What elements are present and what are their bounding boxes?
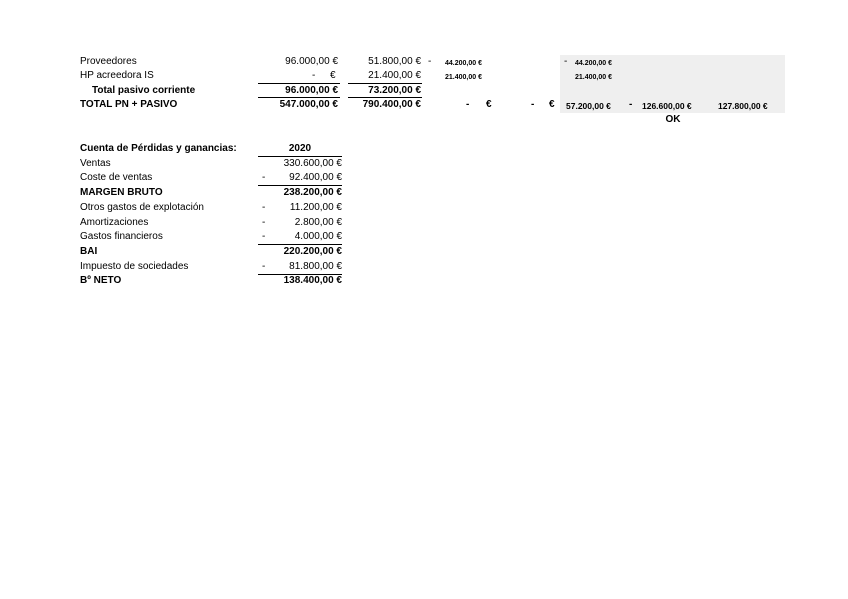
border-above-total-pn-c1 [258,97,340,98]
pyg-value-beneficio-neto: 138.400,00 € [283,275,342,286]
pyg-dash-impuesto-sociedades: - [262,261,266,272]
pyg-label-ventas: Ventas [80,158,111,169]
cell-total-pn-c1: 547.000,00 € [279,99,338,110]
pyg-label-coste-ventas: Coste de ventas [80,172,153,183]
pyg-label-beneficio-neto: Bº NETO [80,275,122,286]
pyg-dash-coste-ventas: - [262,172,266,183]
cell-total-pasivo-c1: 96.000,00 € [285,85,338,96]
cell-hp-c4: 21.400,00 € [575,74,612,81]
cell-proveedores-c3: 44.200,00 € [445,60,482,67]
cell-total-pasivo-c2: 73.200,00 € [368,85,421,96]
cell-hp-c2: 21.400,00 € [368,70,421,81]
cell-total-pn-c2: 790.400,00 € [362,99,421,110]
row-label-total-pasivo-corriente: Total pasivo corriente [92,85,196,96]
cell-hp-c1-dash: - [312,70,316,81]
row-label-total-pn-pasivo: TOTAL PN + PASIVO [80,99,178,110]
pyg-year: 2020 [288,143,312,154]
pyg-value-bai: 220.200,00 € [283,246,342,257]
cell-total-pn-dash5: - [629,99,633,110]
cell-total-pn-dash3: - [466,99,470,110]
border-below-year [258,156,342,157]
pyg-label-bai: BAI [80,246,98,257]
border-above-total-pn-c2 [348,97,422,98]
pyg-value-margen-bruto: 238.200,00 € [283,187,342,198]
pyg-value-ventas: 330.600,00 € [283,158,342,169]
pyg-value-otros-gastos: 11.200,00 € [289,202,342,213]
border-above-total-pasivo-c2 [348,83,422,84]
pyg-value-impuesto-sociedades: 81.800,00 € [289,261,342,272]
cell-hp-c3: 21.400,00 € [445,74,482,81]
pyg-dash-gastos-financieros: - [262,231,266,242]
pyg-label-margen-bruto: MARGEN BRUTO [80,187,163,198]
pyg-value-gastos-financieros: 4.000,00 € [294,231,342,242]
cell-hp-c1-euro: € [330,70,336,81]
cell-proveedores-dash2: - [564,56,568,67]
pyg-value-amortizaciones: 2.800,00 € [294,217,342,228]
border-above-total-pasivo-c1 [258,83,340,84]
cell-proveedores-c2: 51.800,00 € [368,56,421,67]
cell-total-pn-c5: 57.200,00 € [566,101,611,111]
pyg-value-coste-ventas: 92.400,00 € [289,172,342,183]
cell-total-pn-euro4: € [549,99,555,110]
pyg-label-gastos-financieros: Gastos financieros [80,231,163,242]
cell-total-pn-c7: 127.800,00 € [718,101,768,111]
pyg-label-impuesto-sociedades: Impuesto de sociedades [80,261,189,272]
pyg-dash-otros-gastos: - [262,202,266,213]
cell-total-pn-euro3: € [486,99,492,110]
pyg-label-otros-gastos: Otros gastos de explotación [80,202,204,213]
cell-proveedores-c4: 44.200,00 € [575,60,612,67]
cell-proveedores-c1: 96.000,00 € [285,56,338,67]
border-below-gastos-financieros [258,244,342,245]
pyg-header: Cuenta de Pérdidas y ganancias: [80,143,237,154]
row-label-proveedores: Proveedores [80,56,137,67]
pyg-dash-amortizaciones: - [262,217,266,228]
cell-total-pn-dash4: - [531,99,535,110]
border-below-coste-ventas [258,185,342,186]
row-label-hp-acreedora: HP acreedora IS [80,70,154,81]
pyg-label-amortizaciones: Amortizaciones [80,217,149,228]
ok-indicator: OK [665,114,681,125]
cell-total-pn-c6: 126.600,00 € [642,101,692,111]
cell-proveedores-dash1: - [428,56,432,67]
